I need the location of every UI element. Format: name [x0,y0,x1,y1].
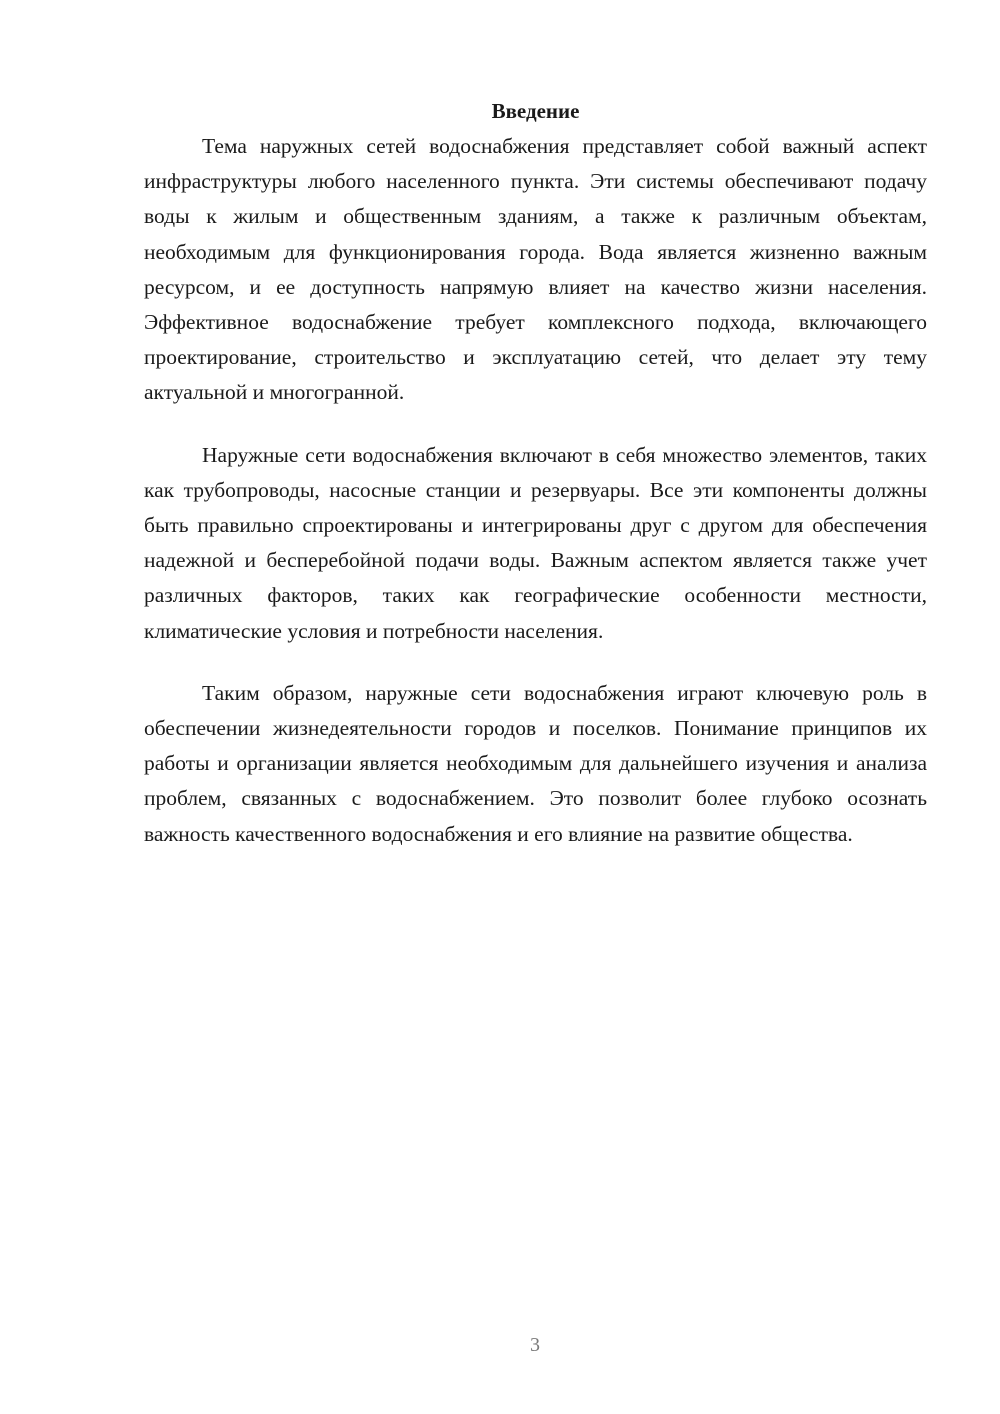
page-number: 3 [530,1334,540,1356]
page-content [144,94,927,852]
paragraph-1: Тема наружных сетей водоснабжения представляет собой важный аспект инфраструктуры любого населенного пункта. Эти системы обеспечивают подачу воды к жилым и общественным зданиям, а также к различным объектам, необходимым для функционирования города. Вода является жизненно важным ресурсом, и ее доступность напрямую влияет на качество жизни населения. Эффективное водоснабжение требует комплексного подхода, включающего проектирование, строительство и эксплуатацию сетей, что делает эту тему актуальной и многогранной. [144,134,927,405]
section-title: Введение [491,99,580,123]
paragraph-3: Таким образом, наружные сети водоснабжения играют ключевую роль в обеспечении жизнедеятельности городов и поселков. Понимание принципов их работы и организации является необходимым для дальнейшего изучения и анализа проблем, связанных с водоснабжением. Это позволит более глубоко осознать важность качественного водоснабжения и его влияние на развитие общества. [144,680,927,846]
paragraph-2: Наружные сети водоснабжения включают в себя множество элементов, таких как трубопроводы, насосные станции и резервуары. Все эти компоненты должны быть правильно спроектированы и интегрированы друг с другом для обеспечения надежной и бесперебойной подачи воды. Важным аспектом является также учет различных факторов, таких как географические особенности местности, климатические условия и потребности населения. [144,442,927,643]
